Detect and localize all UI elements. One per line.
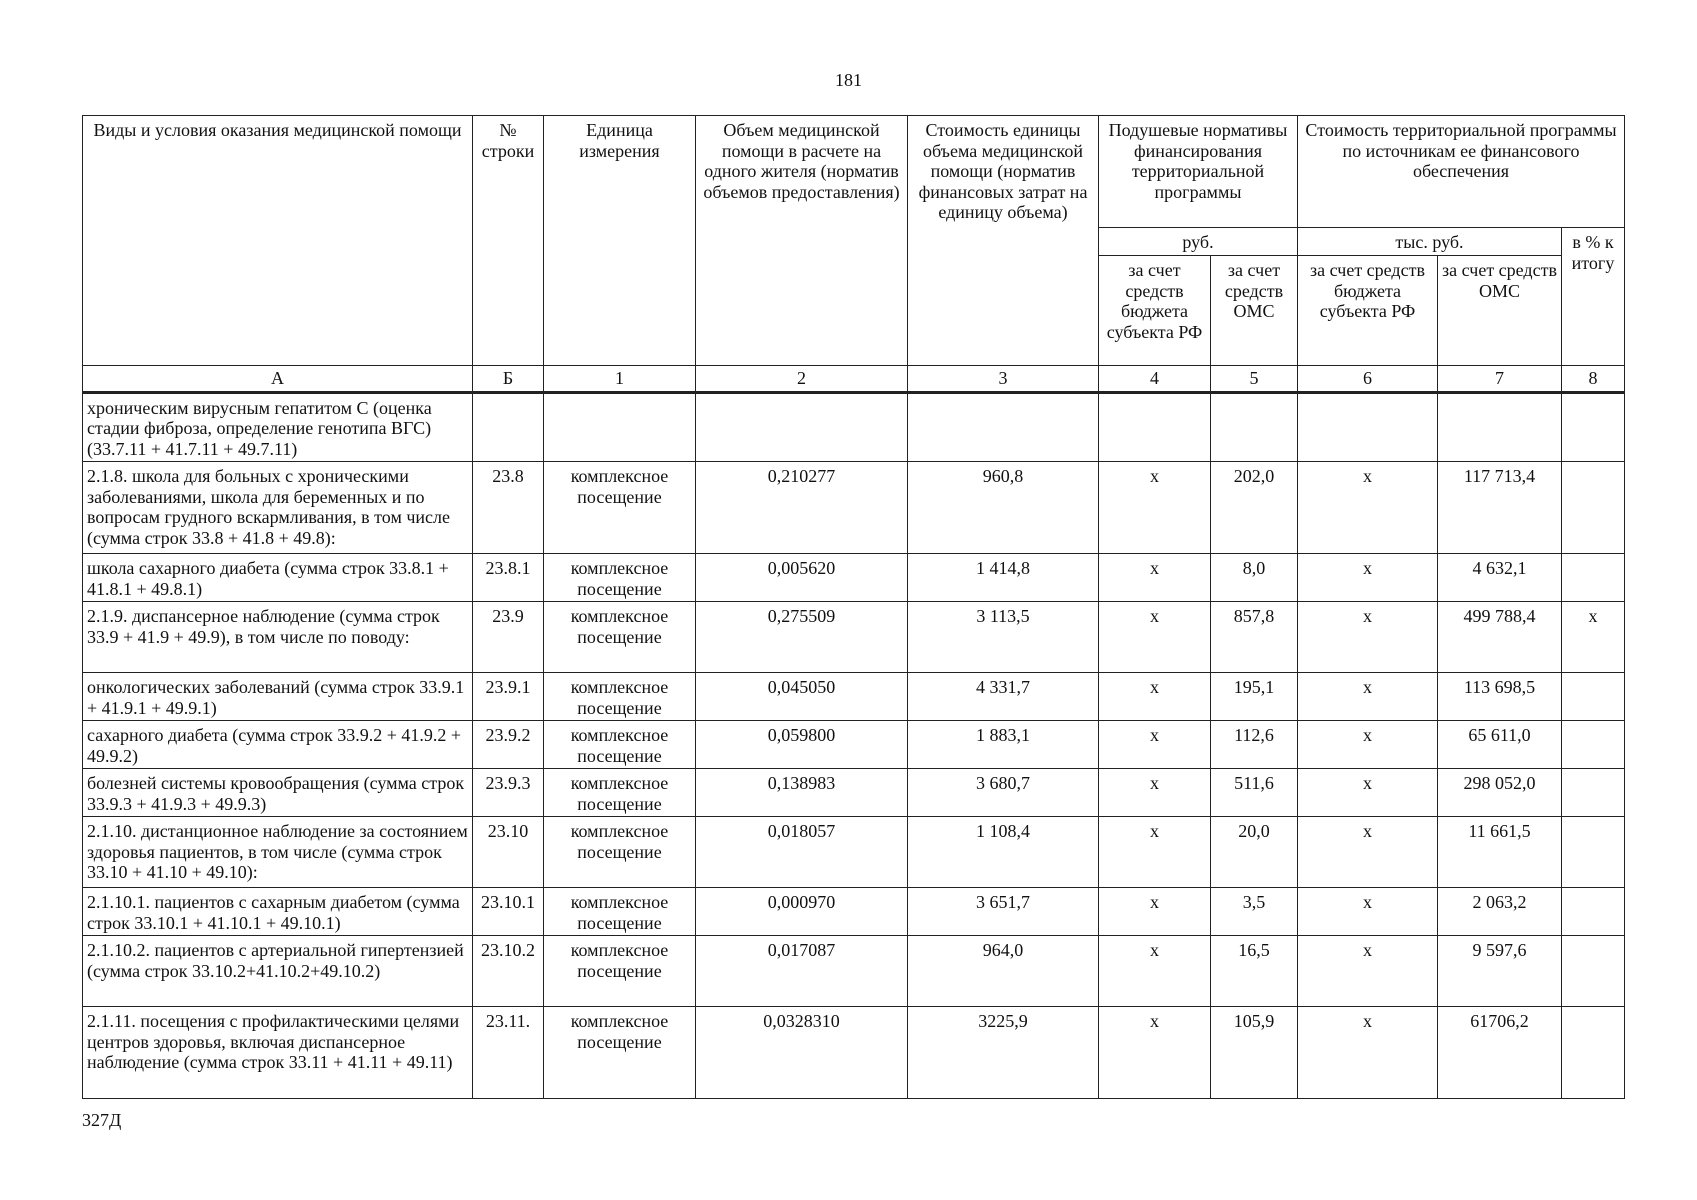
table-row	[83, 1007, 1625, 1099]
row-budget-rub: х	[1099, 673, 1211, 721]
row-oms-rub: 105,9	[1211, 1007, 1298, 1099]
header-oms-thous: за счет средств ОМС	[1438, 256, 1562, 366]
row-name: хроническим вирусным гепатитом С (оценка стадии фиброза, определение генотипа ВГС) (33.7.11 + 41.7.11 + 49.7.11)	[83, 392, 473, 462]
row-name: 2.1.8. школа для больных с хроническими заболеваниями, школа для беременных и по вопросам грудного вскармливания, в том числе (сумма строк 33.8 + 41.8 + 49.8):	[83, 462, 473, 554]
row-oms-rub: 112,6	[1211, 721, 1298, 769]
index-cell: Б	[473, 366, 544, 393]
row-budget-thous: х	[1298, 1007, 1438, 1099]
row-number: 23.10.2	[473, 936, 544, 1007]
row-oms-thous: 117 713,4	[1438, 462, 1562, 554]
row-oms-thous: 9 597,6	[1438, 936, 1562, 1007]
row-budget-rub: х	[1099, 462, 1211, 554]
row-oms-thous: 61706,2	[1438, 1007, 1562, 1099]
index-cell: 7	[1438, 366, 1562, 393]
row-pct	[1562, 888, 1625, 936]
header-row-no: № строки	[473, 116, 544, 366]
index-cell: 5	[1211, 366, 1298, 393]
row-budget-rub: х	[1099, 1007, 1211, 1099]
header-thous-rub: тыс. руб.	[1298, 228, 1562, 256]
header-unit: Единица измерения	[544, 116, 696, 366]
row-oms-thous: 4 632,1	[1438, 554, 1562, 602]
row-budget-thous: х	[1298, 888, 1438, 936]
row-oms-rub: 511,6	[1211, 769, 1298, 817]
row-cost: 3225,9	[908, 1007, 1099, 1099]
row-name: 2.1.9. диспансерное наблюдение (сумма строк 33.9 + 41.9 + 49.9), в том числе по поводу:	[83, 602, 473, 673]
header-kind: Виды и условия оказания медицинской помощи	[83, 116, 473, 366]
table-row	[83, 462, 1625, 554]
row-budget-thous: х	[1298, 721, 1438, 769]
row-cost: 1 883,1	[908, 721, 1099, 769]
footer-code: 327Д	[82, 1110, 122, 1130]
row-volume: 0,000970	[696, 888, 908, 936]
row-unit: комплексное посещение	[544, 1007, 696, 1099]
row-number: 23.10	[473, 817, 544, 888]
index-cell: 2	[696, 366, 908, 393]
row-budget-rub: х	[1099, 602, 1211, 673]
row-oms-rub: 3,5	[1211, 888, 1298, 936]
row-pct: х	[1562, 602, 1625, 673]
row-number: 23.10.1	[473, 888, 544, 936]
row-budget-thous: х	[1298, 817, 1438, 888]
header-budget-thous: за счет средств бюджета субъекта РФ	[1298, 256, 1438, 366]
index-cell: 4	[1099, 366, 1211, 393]
row-unit: комплексное посещение	[544, 673, 696, 721]
row-cost: 964,0	[908, 936, 1099, 1007]
row-number	[473, 392, 544, 462]
header-volume: Объем медицинской помощи в расчете на одного жителя (норматив объемов предоставления)	[696, 116, 908, 366]
row-volume: 0,005620	[696, 554, 908, 602]
row-number: 23.8.1	[473, 554, 544, 602]
row-number: 23.9.3	[473, 769, 544, 817]
row-cost: 4 331,7	[908, 673, 1099, 721]
row-unit: комплексное посещение	[544, 721, 696, 769]
index-cell: 8	[1562, 366, 1625, 393]
row-cost: 3 651,7	[908, 888, 1099, 936]
row-unit: комплексное посещение	[544, 817, 696, 888]
row-volume: 0,045050	[696, 673, 908, 721]
row-number: 23.8	[473, 462, 544, 554]
header-per-capita: Подушевые нормативы финансирования территориальной программы	[1099, 116, 1298, 228]
row-budget-rub: х	[1099, 769, 1211, 817]
row-oms-thous: 11 661,5	[1438, 817, 1562, 888]
row-pct	[1562, 769, 1625, 817]
row-name: 2.1.10.2. пациентов с артериальной гипертензией (сумма строк 33.10.2+41.10.2+49.10.2)	[83, 936, 473, 1007]
row-budget-thous: х	[1298, 673, 1438, 721]
row-number: 23.9.1	[473, 673, 544, 721]
row-pct	[1562, 673, 1625, 721]
row-cost: 960,8	[908, 462, 1099, 554]
row-name: сахарного диабета (сумма строк 33.9.2 + 41.9.2 + 49.9.2)	[83, 721, 473, 769]
index-cell: 1	[544, 366, 696, 393]
row-cost: 3 680,7	[908, 769, 1099, 817]
table-row	[83, 769, 1625, 817]
row-unit	[544, 392, 696, 462]
row-volume: 0,138983	[696, 769, 908, 817]
row-name: 2.1.10.1. пациентов с сахарным диабетом (сумма строк 33.10.1 + 41.10.1 + 49.10.1)	[83, 888, 473, 936]
row-pct	[1562, 462, 1625, 554]
row-volume: 0,018057	[696, 817, 908, 888]
header-budget-rub: за счет средств бюджета субъекта РФ	[1099, 256, 1211, 366]
row-number: 23.9.2	[473, 721, 544, 769]
row-oms-thous: 499 788,4	[1438, 602, 1562, 673]
row-budget-rub	[1099, 392, 1211, 462]
row-budget-rub: х	[1099, 936, 1211, 1007]
row-volume: 0,0328310	[696, 1007, 908, 1099]
row-oms-rub: 195,1	[1211, 673, 1298, 721]
row-oms-thous: 65 611,0	[1438, 721, 1562, 769]
index-cell: 6	[1298, 366, 1438, 393]
table-row	[83, 602, 1625, 673]
row-pct	[1562, 721, 1625, 769]
row-budget-thous	[1298, 392, 1438, 462]
row-pct	[1562, 817, 1625, 888]
table-row	[83, 392, 1625, 462]
header-oms-rub: за счет средств ОМС	[1211, 256, 1298, 366]
row-budget-thous: х	[1298, 936, 1438, 1007]
row-budget-rub: х	[1099, 554, 1211, 602]
row-oms-rub: 16,5	[1211, 936, 1298, 1007]
row-oms-rub	[1211, 392, 1298, 462]
row-cost: 3 113,5	[908, 602, 1099, 673]
table-row	[83, 673, 1625, 721]
table-body	[83, 392, 1625, 1099]
table-row	[83, 936, 1625, 1007]
index-cell: А	[83, 366, 473, 393]
row-unit: комплексное посещение	[544, 602, 696, 673]
row-pct	[1562, 1007, 1625, 1099]
header-rub: руб.	[1099, 228, 1298, 256]
row-number: 23.9	[473, 602, 544, 673]
row-oms-thous: 2 063,2	[1438, 888, 1562, 936]
row-pct	[1562, 936, 1625, 1007]
row-pct	[1562, 392, 1625, 462]
row-volume: 0,059800	[696, 721, 908, 769]
row-pct	[1562, 554, 1625, 602]
row-oms-rub: 857,8	[1211, 602, 1298, 673]
row-unit: комплексное посещение	[544, 462, 696, 554]
row-budget-thous: х	[1298, 602, 1438, 673]
row-name: школа сахарного диабета (сумма строк 33.8.1 + 41.8.1 + 49.8.1)	[83, 554, 473, 602]
medical-care-cost-table	[82, 115, 1625, 1099]
table-row	[83, 721, 1625, 769]
row-budget-rub: х	[1099, 888, 1211, 936]
row-unit: комплексное посещение	[544, 936, 696, 1007]
header-program-cost: Стоимость территориальной программы по источникам ее финансового обеспечения	[1298, 116, 1625, 228]
row-name: 2.1.11. посещения с профилактическими целями центров здоровья, включая диспансерное наблюдение (сумма строк 33.11 + 41.11 + 49.11)	[83, 1007, 473, 1099]
row-name: онкологических заболеваний (сумма строк 33.9.1 + 41.9.1 + 49.9.1)	[83, 673, 473, 721]
row-budget-thous: х	[1298, 769, 1438, 817]
row-budget-rub: х	[1099, 721, 1211, 769]
table-row	[83, 554, 1625, 602]
row-name: 2.1.10. дистанционное наблюдение за состоянием здоровья пациентов, в том числе (сумма строк 33.10 + 41.10 + 49.10):	[83, 817, 473, 888]
table-row	[83, 817, 1625, 888]
row-cost: 1 108,4	[908, 817, 1099, 888]
row-number: 23.11.	[473, 1007, 544, 1099]
row-budget-rub: х	[1099, 817, 1211, 888]
row-cost: 1 414,8	[908, 554, 1099, 602]
row-volume: 0,275509	[696, 602, 908, 673]
row-budget-thous: х	[1298, 554, 1438, 602]
page-number: 181	[835, 70, 862, 90]
table-row	[83, 888, 1625, 936]
row-oms-thous: 113 698,5	[1438, 673, 1562, 721]
header-pct-total: в % к итогу	[1562, 228, 1625, 366]
row-oms-rub: 20,0	[1211, 817, 1298, 888]
row-unit: комплексное посещение	[544, 769, 696, 817]
row-oms-rub: 202,0	[1211, 462, 1298, 554]
row-volume	[696, 392, 908, 462]
row-cost	[908, 392, 1099, 462]
row-oms-rub: 8,0	[1211, 554, 1298, 602]
row-budget-thous: х	[1298, 462, 1438, 554]
row-name: болезней системы кровообращения (сумма строк 33.9.3 + 41.9.3 + 49.9.3)	[83, 769, 473, 817]
row-unit: комплексное посещение	[544, 554, 696, 602]
row-volume: 0,210277	[696, 462, 908, 554]
row-unit: комплексное посещение	[544, 888, 696, 936]
row-volume: 0,017087	[696, 936, 908, 1007]
row-oms-thous	[1438, 392, 1562, 462]
header-cost: Стоимость единицы объема медицинской помощи (норматив финансовых затрат на единицу объема)	[908, 116, 1099, 366]
index-cell: 3	[908, 366, 1099, 393]
row-oms-thous: 298 052,0	[1438, 769, 1562, 817]
